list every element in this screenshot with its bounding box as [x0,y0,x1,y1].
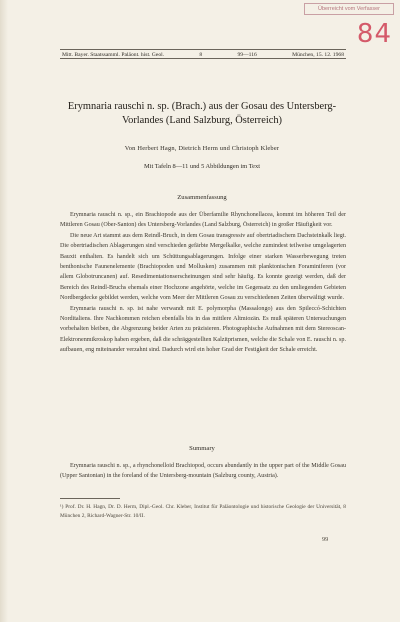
footnote-rule [60,498,120,499]
paper-title: Erymnaria rauschi n. sp. (Brach.) aus der Gosau des Untersberg-Vorlandes (Land Salzburg, Österreich) [67,101,337,126]
journal-pages: 99—116 [237,52,257,58]
zusammenfassung-heading: Zusammenfassung [177,194,227,201]
page-binding-shadow [0,0,8,622]
zusammenfassung-paragraph: Die neue Art stammt aus dem Reindl-Bruch, in dem Gosau transgressiv auf obertriadischem Dachsteinkalk liegt. Die obertriadischen Ablagerungen sind verschieden gefärbte Mergelkalke, welche zumindest teilweise umgelagerten Bauxit enthalten. Es handelt sich um Schüttungsablagerungen. Infolge einer starken Wasserbewegung treten benthonische Faunenelemente (Brachiopoden und Mollusken) zusammen mit planktonischen Foraminiferen (vor allem Globotruncanen) auf. Resedimentationserscheinungen sind sehr häufig. Es konnte gezeigt werden, daß der Bereich des Reindl-Bruchs ehemals einer Hochzone angehörte, welche im Gegensatz zu den umliegenden Gebieten Nordbergdecke gebildet werden, welche vom Meer der Mittleren Gosau zu verschiedenen Zeiten überwältigt wurde. [60,232,346,302]
handwritten-number: 84 [356,19,392,49]
paper-authors: Von Herbert Hagn, Dietrich Herm und Christoph Kleber [124,145,280,152]
page-number: 99 [322,536,329,543]
journal-volume: 8 [199,52,203,58]
plates-note: Mit Tafeln 8—11 und 5 Abbildungen im Text [144,163,260,170]
journal-header [60,49,346,59]
summary-heading: Summary [189,445,215,452]
zusammenfassung-paragraph: Erymnaria rauschi n. sp., ein Brachiopode aus der Überfamilie Rhynchonellacea, kommt im höheren Teil der Mittleren Gosau (Ober-Santon) des Untersberg-Vorlandes (Land Salzburg, Österreich) in großer Häufigkeit vor. [60,212,346,229]
author-stamp: Überreicht vom Verfasser [304,3,394,15]
author-footnote: ¹) Prof. Dr. H. Hagn, Dr. D. Herm, Dipl.-Geol. Chr. Kleber, Institut für Paläontologie und historische Geologie der Universität, 8 München 2, Richard-Wagner-Str. 10/II. [60,504,346,519]
zusammenfassung-paragraph: Erymnaria rauschi n. sp. ist nahe verwandt mit E. polymorpha (Massalongo) aus den Spileccó-Schichten Norditaliens. Ihre Nachkommen reichen ebenfalls bis in das mittlere Altmiozän. Es muß späteren Untersuchungen vorbehalten bleiben, die Abgrenzung beider Arten zu präzisieren. Photographische Aufnahmen mit dem Stereoscan-Elektronenmikroskop haben ergeben, daß die schräggestellten Kalzitprismen, welche die Schale von E. rauschi n. sp. aufbauen, eng miteinander verzahnt sind. Dadurch wird ein hoher Grad der Festigkeit der Schale erreicht. [60,305,346,354]
journal-place-date: München, 15. 12. 1968 [292,52,344,58]
zusammenfassung-body [60,210,346,356]
journal-name: Mitt. Bayer. Staatssamml. Paläont. hist. Geol. [62,52,165,58]
summary-body [60,461,346,482]
summary-paragraph: Erymnaria rauschi n. sp., a rhynchonelloid Brachiopod, occurs abundantly in the upper part of the Middle Gosau (Upper Santonian) in the foreland of the Untersberg-mountain (Salzburg county, Austria). [60,463,346,480]
